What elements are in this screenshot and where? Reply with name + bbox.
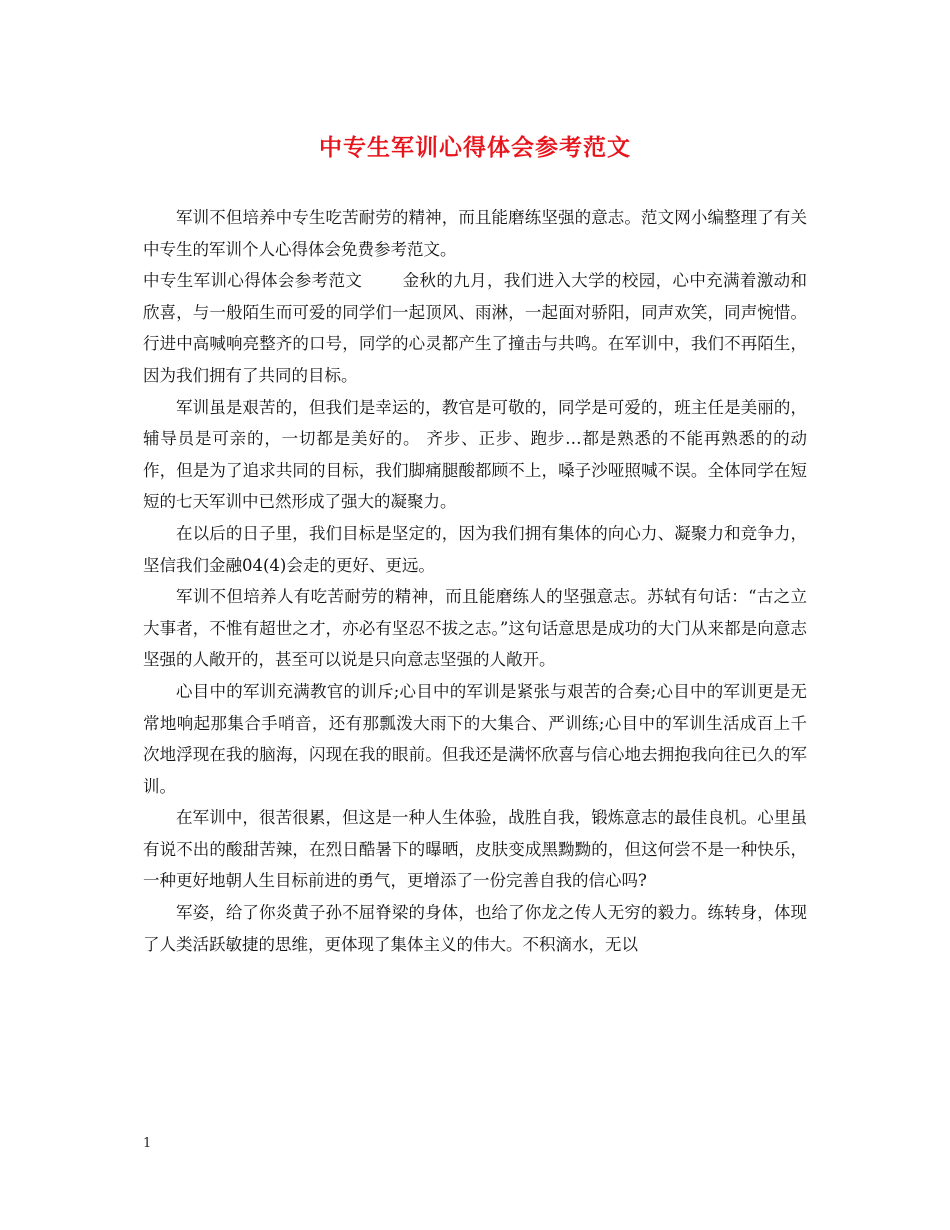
first-section-paragraph <box>143 265 807 391</box>
body-paragraph-2: 军训虽是艰苦的，但我们是幸运的，教官是可敬的，同学是可爱的，班主任是美丽的，辅导员是可亲的，一切都是美好的。 齐步、正步、跑步…都是熟悉的不能再熟悉的的动作，但是为了追求共同的目标，我们脚痛腿酸都顾不上，嗓子沙哑照喊不误。全体同学在短短的七天军训中已然形成了强大的凝聚力。 <box>143 397 807 512</box>
body-paragraph-4: 军训不但培养人有吃苦耐劳的精神，而且能磨练人的坚强意志。苏轼有句话：“古之立大事者，不惟有超世之才，亦必有坚忍不拔之志。”这句话意思是成功的大门从来都是向意志坚强的人敞开的，甚至可以说是只向意志坚强的人敞开。 <box>143 587 807 670</box>
document-body <box>143 202 807 960</box>
body-paragraph-7: 军姿，给了你炎黄子孙不屈脊梁的身体，也给了你龙之传人无穷的毅力。练转身，体现了人类活跃敏捷的思维，更体现了集体主义的伟大。不积滴水，无以 <box>143 903 807 954</box>
body-paragraph-5: 心目中的军训充满教官的训斥;心目中的军训是紧张与艰苦的合奏;心目中的军训更是无常地响起那集合手哨音，还有那瓢泼大雨下的大集合、严训练;心目中的军训生活成百上千次地浮现在我的脑海，闪现在我的眼前。但我还是满怀欣喜与信心地去拥抱我向往已久的军训。 <box>143 681 807 796</box>
intro-paragraph: 军训不但培养中专生吃苦耐劳的精神，而且能磨练坚强的意志。范文网小编整理了有关中专生的军训个人心得体会免费参考范文。 <box>143 208 807 259</box>
document-title: 中专生军训心得体会参考范文 <box>319 134 631 161</box>
body-paragraph-3: 在以后的日子里，我们目标是坚定的，因为我们拥有集体的向心力、凝聚力和竞争力，坚信我们金融04(4)会走的更好、更远。 <box>143 523 807 575</box>
body-paragraph-1: 金秋的九月，我们进入大学的校园，心中充满着激动和欣喜，与一般陌生而可爱的同学们一起顶风、雨淋，一起面对骄阳，同声欢笑，同声惋惜。行进中高喊响亮整齐的口号，同学的心灵都产生了撞击与共鸣。在军训中，我们不再陌生，因为我们拥有了共同的目标。 <box>143 271 808 385</box>
body-paragraph-6: 在军训中，很苦很累，但这是一种人生体验，战胜自我，锻炼意志的最佳良机。心里虽有说不出的酸甜苦辣，在烈日酷暑下的曝晒，皮肤变成黑黝黝的，但这何尝不是一种快乐，一种更好地朝人生目标前进的勇气，更增添了一份完善自我的信心吗? <box>143 808 807 891</box>
page-number: 1 <box>143 1136 152 1151</box>
section-subheading: 中专生军训心得体会参考范文 <box>143 271 363 291</box>
